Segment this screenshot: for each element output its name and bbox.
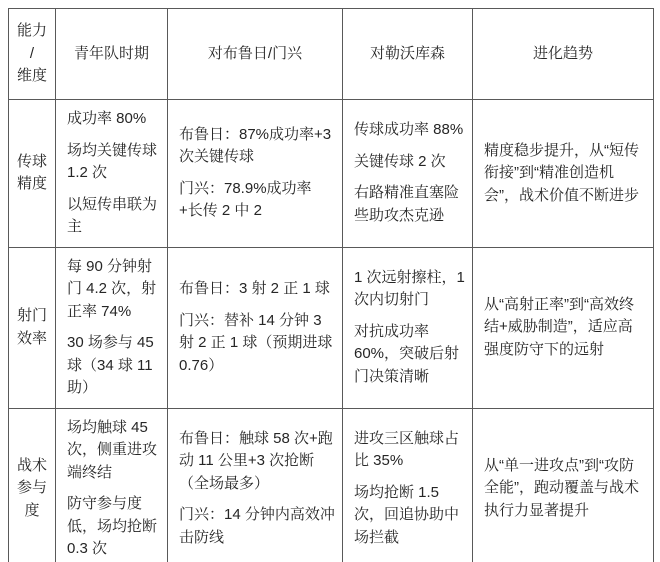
cell-tactical-leverkusen: 进攻三区触球占比 35% 场均抢断 1.5 次，回追协助中场拦截	[343, 408, 473, 562]
header-vs-brugge-gladbach: 对布鲁日/门兴	[168, 9, 343, 100]
player-ability-comparison-table	[8, 8, 654, 562]
cell-shooting-leverkusen: 1 次远射擦柱，1 次内切射门 对抗成功率 60%，突破后射门决策清晰	[343, 247, 473, 408]
cell-shooting-brugge: 布鲁日：3 射 2 正 1 球 门兴：替补 14 分钟 3 射 2 正 1 球（预期进球 0.76）	[168, 247, 343, 408]
table-row-passing-accuracy	[9, 100, 654, 248]
comparison-table-wrap	[8, 8, 654, 562]
cell-passing-trend: 精度稳步提升，从“短传衔接”到“精准创造机会”，战术价值不断进步	[473, 100, 654, 248]
header-vs-leverkusen: 对勒沃库森	[343, 9, 473, 100]
row-label-passing-accuracy: 传球 精度	[9, 100, 56, 248]
header-row	[9, 9, 654, 100]
cell-tactical-trend: 从“单一进攻点”到“攻防全能”，跑动覆盖与战术执行力显著提升	[473, 408, 654, 562]
table-row-shooting-efficiency	[9, 247, 654, 408]
cell-tactical-brugge: 布鲁日：触球 58 次+跑动 11 公里+3 次抢断（全场最多） 门兴：14 分钟内高效冲击防线	[168, 408, 343, 562]
header-evolution-trend: 进化趋势	[473, 9, 654, 100]
header-youth-period: 青年队时期	[56, 9, 168, 100]
cell-tactical-youth: 场均触球 45 次，侧重进攻端终结 防守参与度低，场均抢断 0.3 次	[56, 408, 168, 562]
cell-shooting-youth: 每 90 分钟射门 4.2 次，射正率 74% 30 场参与 45 球（34 球 11 助）	[56, 247, 168, 408]
table-row-tactical-involvement	[9, 408, 654, 562]
row-label-shooting-efficiency: 射门 效率	[9, 247, 56, 408]
cell-passing-youth: 成功率 80% 场均关键传球 1.2 次 以短传串联为主	[56, 100, 168, 248]
cell-shooting-trend: 从“高射正率”到“高效终结+威胁制造”，适应高强度防守下的远射	[473, 247, 654, 408]
cell-passing-leverkusen: 传球成功率 88% 关键传球 2 次 右路精准直塞险些助攻杰克逊	[343, 100, 473, 248]
row-label-tactical-involvement: 战术 参与 度	[9, 408, 56, 562]
cell-passing-brugge: 布鲁日：87%成功率+3 次关键传球 门兴：78.9%成功率+长传 2 中 2	[168, 100, 343, 248]
header-dimension: 能力 / 维度	[9, 9, 56, 100]
